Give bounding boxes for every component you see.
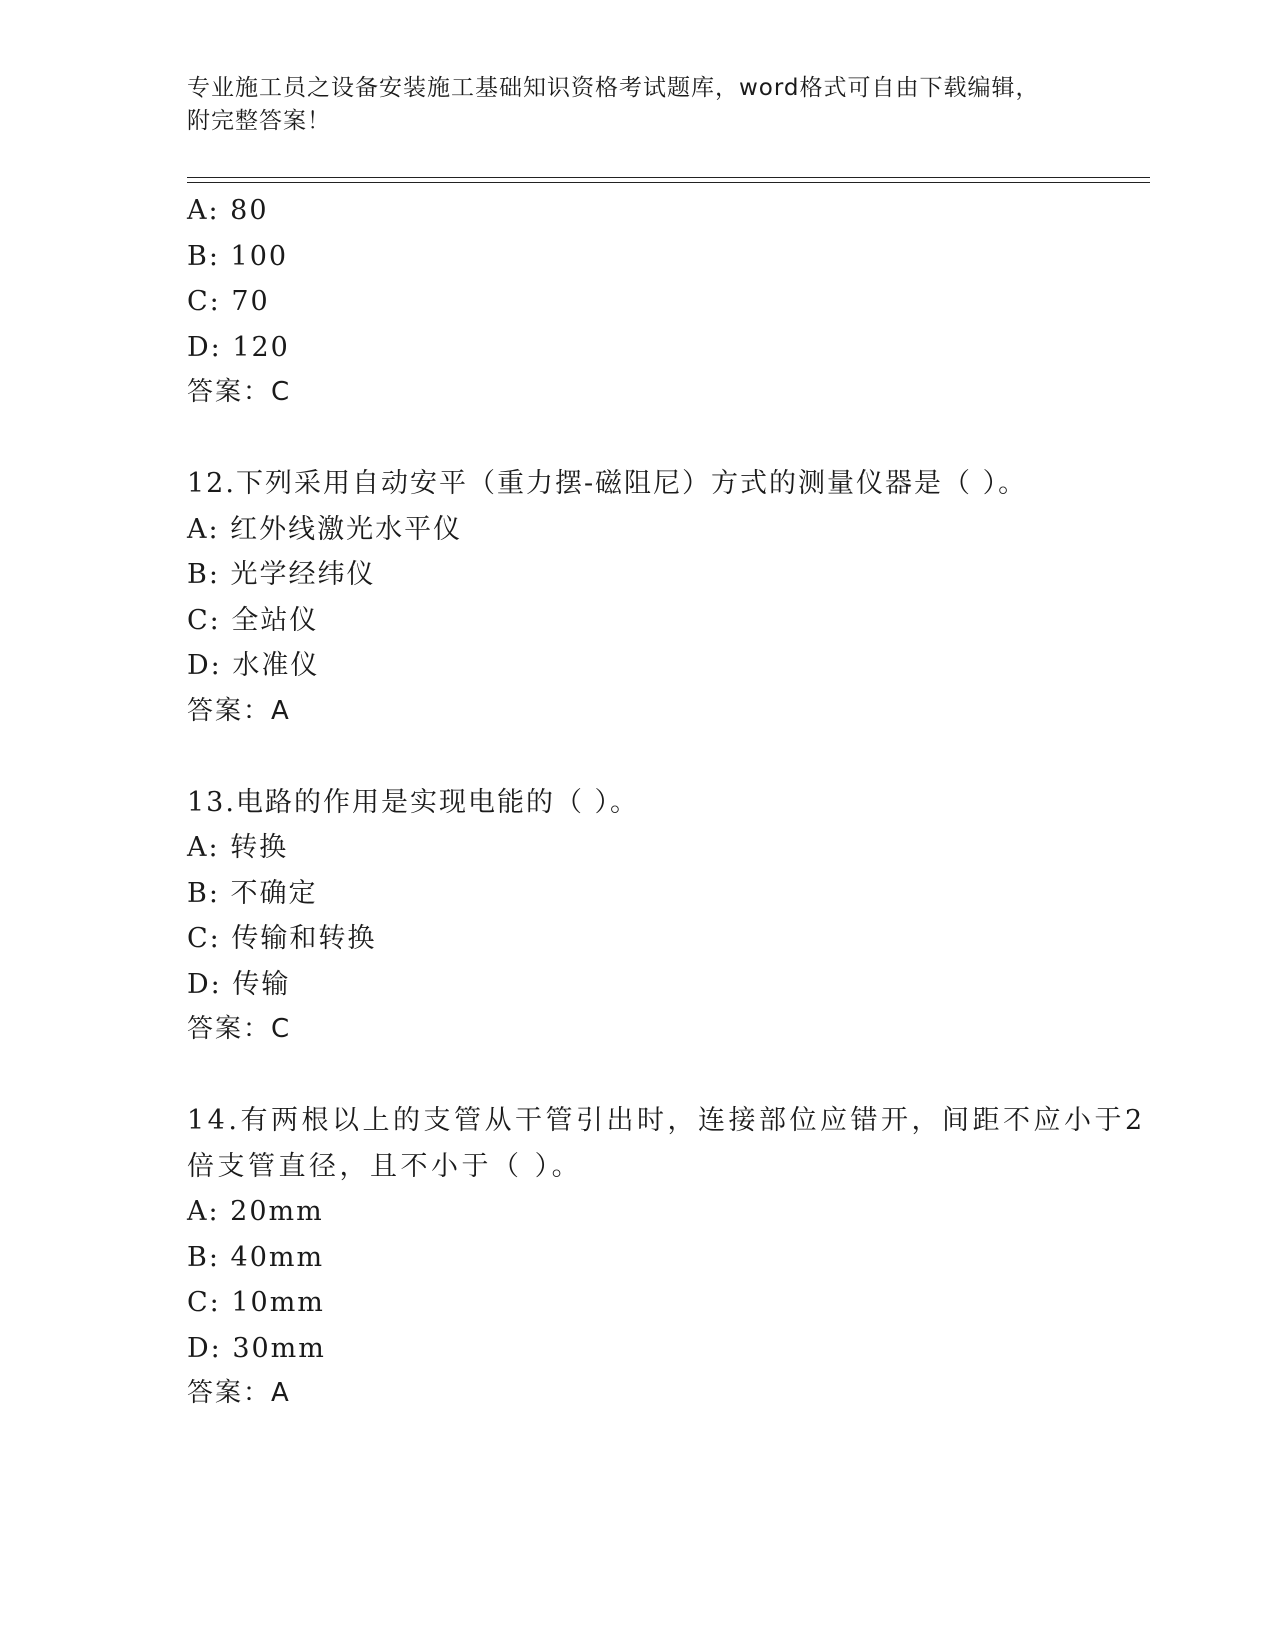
option-d: D: 传输 <box>187 968 291 1000</box>
option-b: B: 40mm <box>187 1241 325 1273</box>
question-text: 13.电路的作用是实现电能的（ ）。 <box>187 786 640 818</box>
option-a: A: 80 <box>187 195 269 226</box>
header-divider-bottom <box>187 182 1150 183</box>
header-line-2: 附完整答案！ <box>187 108 331 134</box>
option-b: B: 光学经纬仪 <box>187 559 376 590</box>
answer: 答案：C <box>187 1014 292 1044</box>
option-c: C: 10mm <box>187 1287 325 1318</box>
question-text: 14.有两根以上的支管从干管引出时，连接部位应错开，间距不应小于2倍支管直径，且不小于（ ）。 <box>187 1105 1146 1182</box>
header-divider-top <box>187 177 1150 178</box>
option-d: D: 120 <box>187 331 290 363</box>
question-list <box>187 188 1147 1417</box>
document-header <box>187 72 1087 138</box>
option-b: B: 不确定 <box>187 877 318 909</box>
question-text: 12.下列采用自动安平（重力摆-磁阻尼）方式的测量仪器是（ ）。 <box>187 468 1028 499</box>
header-line-1: 专业施工员之设备安装施工基础知识资格考试题库，word格式可自由下载编辑， <box>187 75 1040 101</box>
question-12 <box>187 461 1147 734</box>
option-a: A: 转换 <box>187 832 289 863</box>
question-11 <box>187 188 1147 416</box>
question-13 <box>187 780 1147 1053</box>
answer: 答案：A <box>187 695 291 726</box>
answer: 答案：A <box>187 1378 291 1408</box>
option-d: D: 水准仪 <box>187 650 320 681</box>
spacer <box>187 1053 1147 1099</box>
question-14 <box>187 1098 1147 1417</box>
option-d: D: 30mm <box>187 1332 326 1364</box>
option-c: C: 全站仪 <box>187 604 319 636</box>
option-c: C: 传输和转换 <box>187 923 377 954</box>
answer: 答案：C <box>187 377 292 407</box>
spacer <box>187 416 1147 462</box>
spacer <box>187 734 1147 780</box>
option-a: A: 20mm <box>187 1196 324 1227</box>
option-a: A: 红外线激光水平仪 <box>187 513 463 545</box>
option-c: C: 70 <box>187 286 270 317</box>
option-b: B: 100 <box>187 240 289 272</box>
